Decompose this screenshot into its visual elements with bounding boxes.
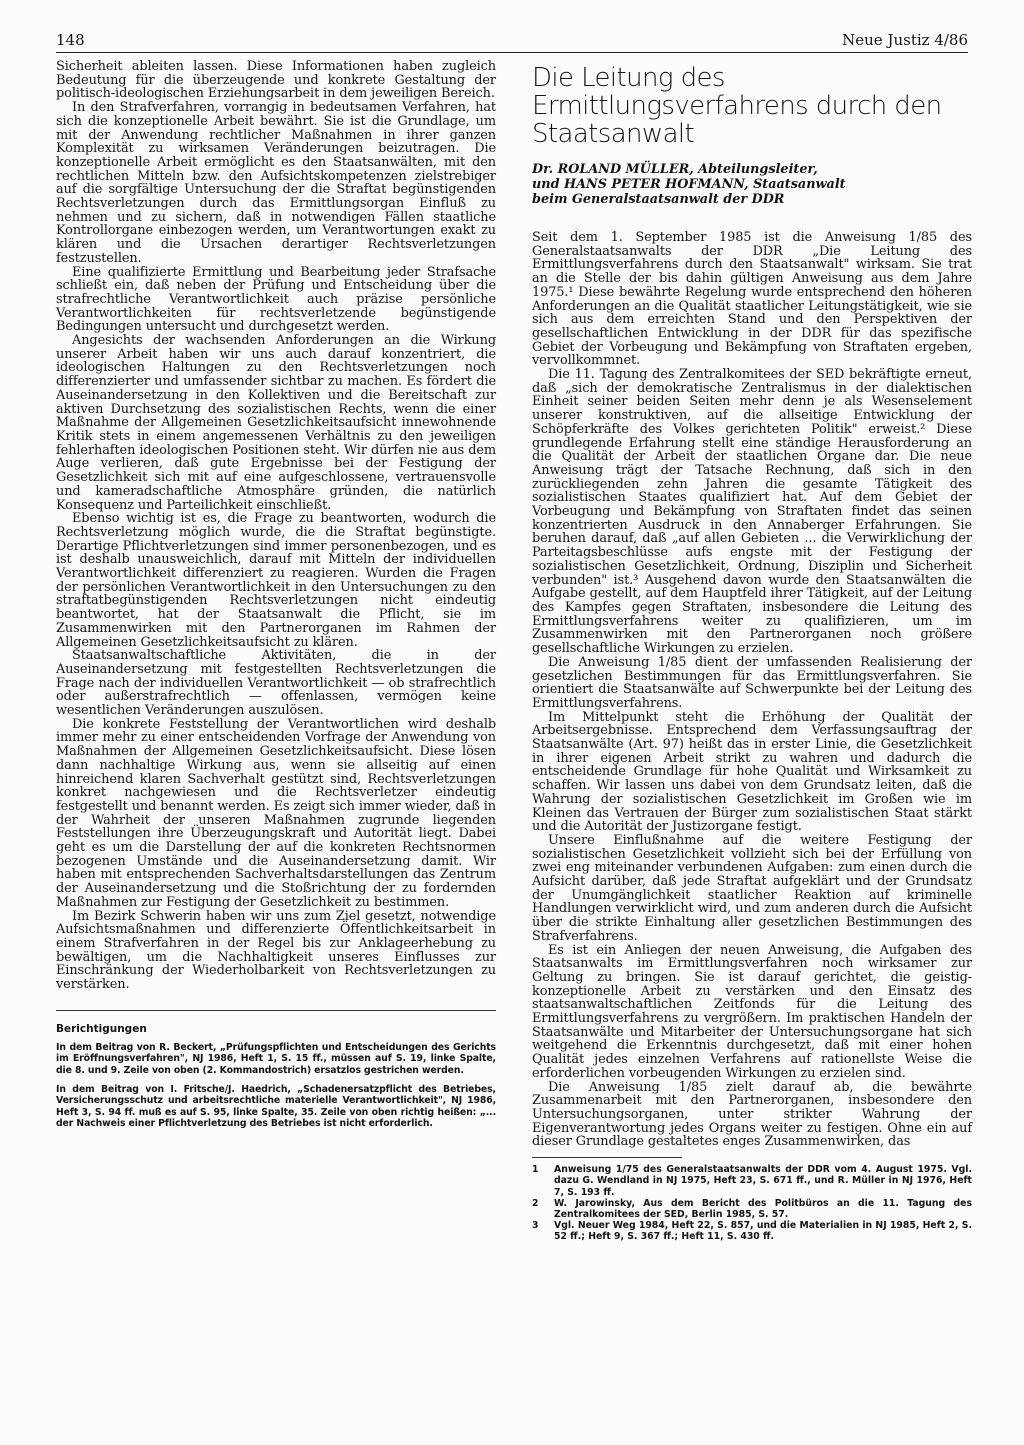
- left-paragraph: Angesichts der wachsenden Anforderungen an die Wirkung unserer Arbeit haben wir uns auch darauf konzentriert, die ideologischen Haltungen zu den Rechtsverletzungen noch differenzierter und umfassender sichtbar zu machen. Es fördert die Auseinandersetzung in den Kollektiven und die Bereitschaft zur aktiven Durchsetzung des sozialistischen Rechts, wenn die einer Maßnahme der Allgemeinen Gesetzlichkeitsaufsicht innewohnende Kritik stets in einem angemessenen Verhältnis zu den jeweiligen fehlerhaften ideologischen Positionen steht. Wir dürfen nie aus dem Auge verlieren, daß gute Ergebnisse bei der Festigung der Gesetzlichkeit sich mit auf eine aufgeschlossene, vertrauensvolle und kameradschaftliche Atmosphäre gründen, die natürlich Konsequenz und Parteilichkeit einschließt.: [56, 333, 496, 513]
- journal-issue: Neue Justiz 4/86: [842, 31, 968, 49]
- header-rule: [56, 52, 968, 53]
- article-title: Die Leitung des Ermittlungsverfahrens durch den Staatsanwalt: [532, 63, 942, 149]
- left-paragraph: Staatsanwaltschaftliche Aktivitäten, die in der Auseinandersetzung mit festgestellten Rechtsverletzungen die Frage nach der individuellen Verantwortlichkeit — ob strafrechtlich oder außerstrafrechtlich — offenlassen, vermögen keine wesentlichen Veränderungen auszulösen.: [56, 648, 496, 719]
- left-paragraph: Im Bezirk Schwerin haben wir uns zum Ziel gesetzt, notwendige Aufsichtsmaßnahmen und differenzierte Öffentlichkeitsarbeit in einem Strafverfahren in der Regel bis zur Anklageerhebung zu bewältigen, um die Nachhaltigkeit unseres Einflusses zur Einschränkung der Wiederholbarkeit von Rechtsverletzungen zu verstärken.: [56, 908, 496, 993]
- footnote-divider: [532, 1157, 682, 1158]
- footnote: [532, 1164, 972, 1198]
- right-paragraph: Unsere Einflußnahme auf die weitere Festigung der sozialistischen Gesetzlichkeit vollzieht sich bei der Erfüllung von zwei eng miteinander verbundenen Aufgaben: zum einen durch die Aufsicht darüber, daß jede Straftat aufgeklärt und der Grundsatz der Unumgänglichkeit staatlicher Reaktion auf kriminelle Handlungen verwirklicht wird, und zum anderen durch die Aufsicht über die strikte Einhaltung aller gesetzlichen Bestimmungen des Strafverfahrens.: [532, 832, 972, 944]
- footnote-text: Anweisung 1/75 des Generalstaatsanwalts der DDR vom 4. August 1975. Vgl. dazu G. Wendland in NJ 1975, Heft 23, S. 671 ff., und R. Müller in NJ 1976, Heft 7, S. 193 ff.: [554, 1164, 972, 1198]
- right-paragraph: Seit dem 1. September 1985 ist die Anweisung 1/85 des Generalstaatsanwalts der DDR „Die Leitung des Ermittlungsverfahrens durch den Staatsanwalt" wirksam. Sie trat an die Stelle der bis dahin gültigen Anweisung aus dem Jahre 1975.¹ Diese bewährte Regelung wurde entsprechend den höheren Anforderungen an die Qualität staatlicher Leitungstätigkeit, wie sie sich aus dem erreichten Stand und den Perspektiven der gesellschaftlichen Entwicklung in der DDR für das spezifische Gebiet der Vorbeugung und Bekämpfung von Straftaten ergeben, vervollkommnet.: [532, 230, 972, 369]
- author-line: Dr. ROLAND MÜLLER, Abteilungsleiter,: [532, 162, 818, 177]
- footnote-text: Vgl. Neuer Weg 1984, Heft 22, S. 857, und die Materialien in NJ 1985, Heft 2, S. 52 ff.; Heft 9, S. 367 ff.; Heft 11, S. 430 ff.: [554, 1220, 972, 1243]
- right-column: [532, 60, 972, 1243]
- correction-item: In dem Beitrag von R. Beckert, „Prüfungspflichten und Entscheidungen des Gerichts im Eröffnungsverfahren", NJ 1986, Heft 1, S. 15 ff., müssen auf S. 19, linke Spalte, die 8. und 9. Zeile von oben (2. Kommandostrich) ersatzlos gestrichen werden.: [56, 1041, 496, 1076]
- footnote: [532, 1220, 972, 1242]
- footnote-number: 2: [532, 1197, 539, 1209]
- right-paragraph: Die 11. Tagung des Zentralkomitees der SED bekräftigte erneut, daß „sich der demokratische Zentralismus in der dialektischen Einheit seiner beiden Seiten mehr denn je als Wesenselement unserer konstruktiven, auf die allseitige Entwicklung der Schöpferkräfte des Volkes gerichteten Politik" erweist.² Diese grundlegende Erfahrung stellt eine ständige Herausforderung an die Qualität der Arbeit der staatlichen Organe dar. Die neue Anweisung trägt der Tatsache Rechnung, daß sich in den zurückliegenden zehn Jahren die gesamte Tätigkeit des sozialistischen Staates qualifiziert hat. Auf dem Gebiet der Vorbeugung und Bekämpfung von Straftaten findet das seinen konzentrierten Ausdruck in den Annaberger Erfahrungen. Sie beruhen darauf, daß „auf allen Gebieten ... die Verwirklichung der Parteitagsbeschlüsse aufs engste mit der Festigung der sozialistischen Gesetzlichkeit, Ordnung, Disziplin und Sicherheit verbunden" ist.³ Ausgehend davon wurde den Staatsanwälten die Aufgabe gestellt, auf dem Hauptfeld ihrer Tätigkeit, auf der Leitung des Kampfes gegen Straftaten, insbesondere die Leitung des Ermittlungsverfahrens weiter zu qualifizieren, um im Zusammenwirken mit den Partnerorganen noch größere gesellschaftliche Wirkungen zu erzielen.: [532, 367, 972, 657]
- author-line: beim Generalstaatsanwalt der DDR: [532, 192, 785, 207]
- author-line: und HANS PETER HOFMANN, Staatsanwalt: [532, 177, 846, 192]
- footnotes: [532, 1164, 972, 1242]
- footnote: [532, 1198, 972, 1220]
- footnote-number: 1: [532, 1164, 539, 1176]
- left-paragraph: Eine qualifizierte Ermittlung und Bearbeitung jeder Strafsache schließt ein, daß neben der Prüfung und Entscheidung über die strafrechtliche Verantwortlichkeit auch präzise persönliche Verantwortlichkeiten für rechtsverletzende begünstigende Bedingungen untersucht und durchgesetzt werden.: [56, 264, 496, 335]
- footnote-number: 3: [532, 1220, 539, 1232]
- page-number: 148: [56, 31, 85, 49]
- right-paragraph: Die Anweisung 1/85 dient der umfassenden Realisierung der gesetzlichen Bestimmungen für das Ermittlungsverfahren. Sie orientiert die Staatsanwälte auf Schwerpunkte bei der Leitung des Ermittlungsverfahrens.: [532, 654, 972, 711]
- footnote-text: W. Jarowinsky, Aus dem Bericht des Politbüros an die 11. Tagung des Zentralkomitees der SED, Berlin 1985, S. 57.: [554, 1197, 972, 1220]
- correction-item: In dem Beitrag von I. Fritsche/J. Haedrich, „Schadenersatzpflicht des Betriebes, Versicherungsschutz und arbeitsrechtliche materielle Verantwortlichkeit", NJ 1986, Heft 3, S. 94 ff. muß es auf S. 95, linke Spalte, 35. Zeile von oben richtig heißen: „... der Nachweis einer Pflichtverletzung des Betriebes ist nicht erforderlich.: [56, 1084, 496, 1130]
- right-paragraph: Die Anweisung 1/85 zielt darauf ab, die bewährte Zusammenarbeit mit den Partnerorganen, insbesondere den Untersuchungsorganen, unter strikter Wahrung der Eigenverantwortung jedes Organs weiter zu festigen. Ohne ein auf dieser Grundlage gestaltetes enges Zusammenwirken, das: [532, 1079, 972, 1150]
- corrections-block: [56, 1042, 496, 1130]
- left-paragraph: Die konkrete Feststellung der Verantwortlichen wird deshalb immer mehr zu einer entscheidenden Vorfrage der Anwendung von Maßnahmen der Allgemeinen Gesetzlichkeitsaufsicht. Diese lösen dann nachhaltige Wirkung aus, wenn sie allseitig auf einen hinreichend klaren Sachverhalt gestützt sind, Rechtsverletzungen konkret nachgewiesen und die Rechtsverletzer eindeutig festgestellt und benannt werden. Es zeigt sich immer wieder, daß in der Wahrheit der unseren Maßnahmen zugrunde liegenden Feststellungen ihre Überzeugungskraft und Autorität liegt. Dabei geht es um die Darstellung der auf die konkreten Rechtsnormen bezogenen Umstände und die Auseinandersetzung damit. Wir haben mit entsprechenden Sachverhaltsdarstellungen das Zentrum der Auseinandersetzung und die Stoßrichtung der zu fordernden Maßnahmen zur Festigung der Gesetzlichkeit zu bestimmen.: [56, 716, 496, 910]
- corrections-divider: [56, 1010, 496, 1011]
- right-paragraph: Im Mittelpunkt steht die Erhöhung der Qualität der Arbeitsergebnisse. Entsprechend dem Verfassungsauftrag der Staatsanwälte (Art. 97) heißt das in erster Linie, die Gesetzlichkeit in ihrer eigenen Arbeit strikt zu wahren und dadurch die entscheidende Grundlage für hohe Qualität und Wirksamkeit zu schaffen. Wir lassen uns dabei von dem Grundsatz leiten, daß die Wahrung der sozialistischen Gesetzlichkeit im Großen wie im Kleinen das Vertrauen der Bürger zum sozialistischen Staat stärkt und die Autorität der Justizorgane festigt.: [532, 709, 972, 835]
- left-column: [56, 60, 496, 1138]
- left-paragraph: Ebenso wichtig ist es, die Frage zu beantworten, wodurch die Rechtsverletzung möglich wurde, die die Straftat begünstigte. Derartige Pflichtverletzungen sind immer personenbezogen, und es ist deshalb unausweichlich, darauf mit Mitteln der individuellen Verantwortlichkeit differenziert zu reagieren. Wurden die Fragen der persönlichen Verantwortlichkeit in den Untersuchungen zu den straftatbegünstigenden Rechtsverletzungen nicht eindeutig beantwortet, hat der Staatsanwalt die Pflicht, sie im Zusammenwirken mit den Partnerorganen im Rahmen der Allgemeinen Gesetzlichkeitsaufsicht zu klären.: [56, 511, 496, 650]
- corrections-heading: Berichtigungen: [56, 1022, 147, 1035]
- left-paragraph: Sicherheit ableiten lassen. Diese Informationen haben zugleich Bedeutung für die überzeugende und konkrete Gestaltung der politisch-ideologischen Erziehungsarbeit in dem jeweiligen Bereich.: [56, 59, 496, 102]
- left-paragraph: In den Strafverfahren, vorrangig in bedeutsamen Verfahren, hat sich die konzeptionelle Arbeit bewährt. Sie ist die Grundlage, um mit der Anwendung rechtlicher Maßnahmen in ihrer ganzen Komplexität zu wirksamen Veränderungen beizutragen. Die konzeptionelle Arbeit ermöglicht es den Staatsanwälten, mit den rechtlichen Mitteln bzw. den Aufsichtskompetenzen zielstrebiger auf die sorgfältige Untersuchung der die Straftat begünstigenden Rechtsverletzungen durch das Ermittlungsorgan Einfluß zu nehmen und zu sichern, daß in notwendigen Fällen staatliche Kontrollorgane einbezogen werden, um Verantwortungen exakt zu klären und die Ursachen derartiger Rechtsverletzungen festzustellen.: [56, 100, 496, 266]
- article-authors: [532, 162, 972, 207]
- right-paragraph: Es ist ein Anliegen der neuen Anweisung, die Aufgaben des Staatsanwalts im Ermittlungsverfahren noch wirksamer zur Geltung zu bringen. Sie ist darauf gerichtet, die geistig-konzeptionelle Arbeit zu verstärken und den Einsatz des staatsanwaltschaftlichen Zeitfonds für die Leitung des Ermittlungsverfahrens zu vergrößern. Im praktischen Handeln der Staatsanwälte und Mitarbeiter der Untersuchungsorgane hat sich weitgehend die Erkenntnis durchgesetzt, daß mit einer hohen Qualität jedes einzelnen Verfahrens auf rationellste Weise die erforderlichen vorbeugenden Wirkungen zu erzielen sind.: [532, 942, 972, 1081]
- article-body: [532, 231, 972, 1149]
